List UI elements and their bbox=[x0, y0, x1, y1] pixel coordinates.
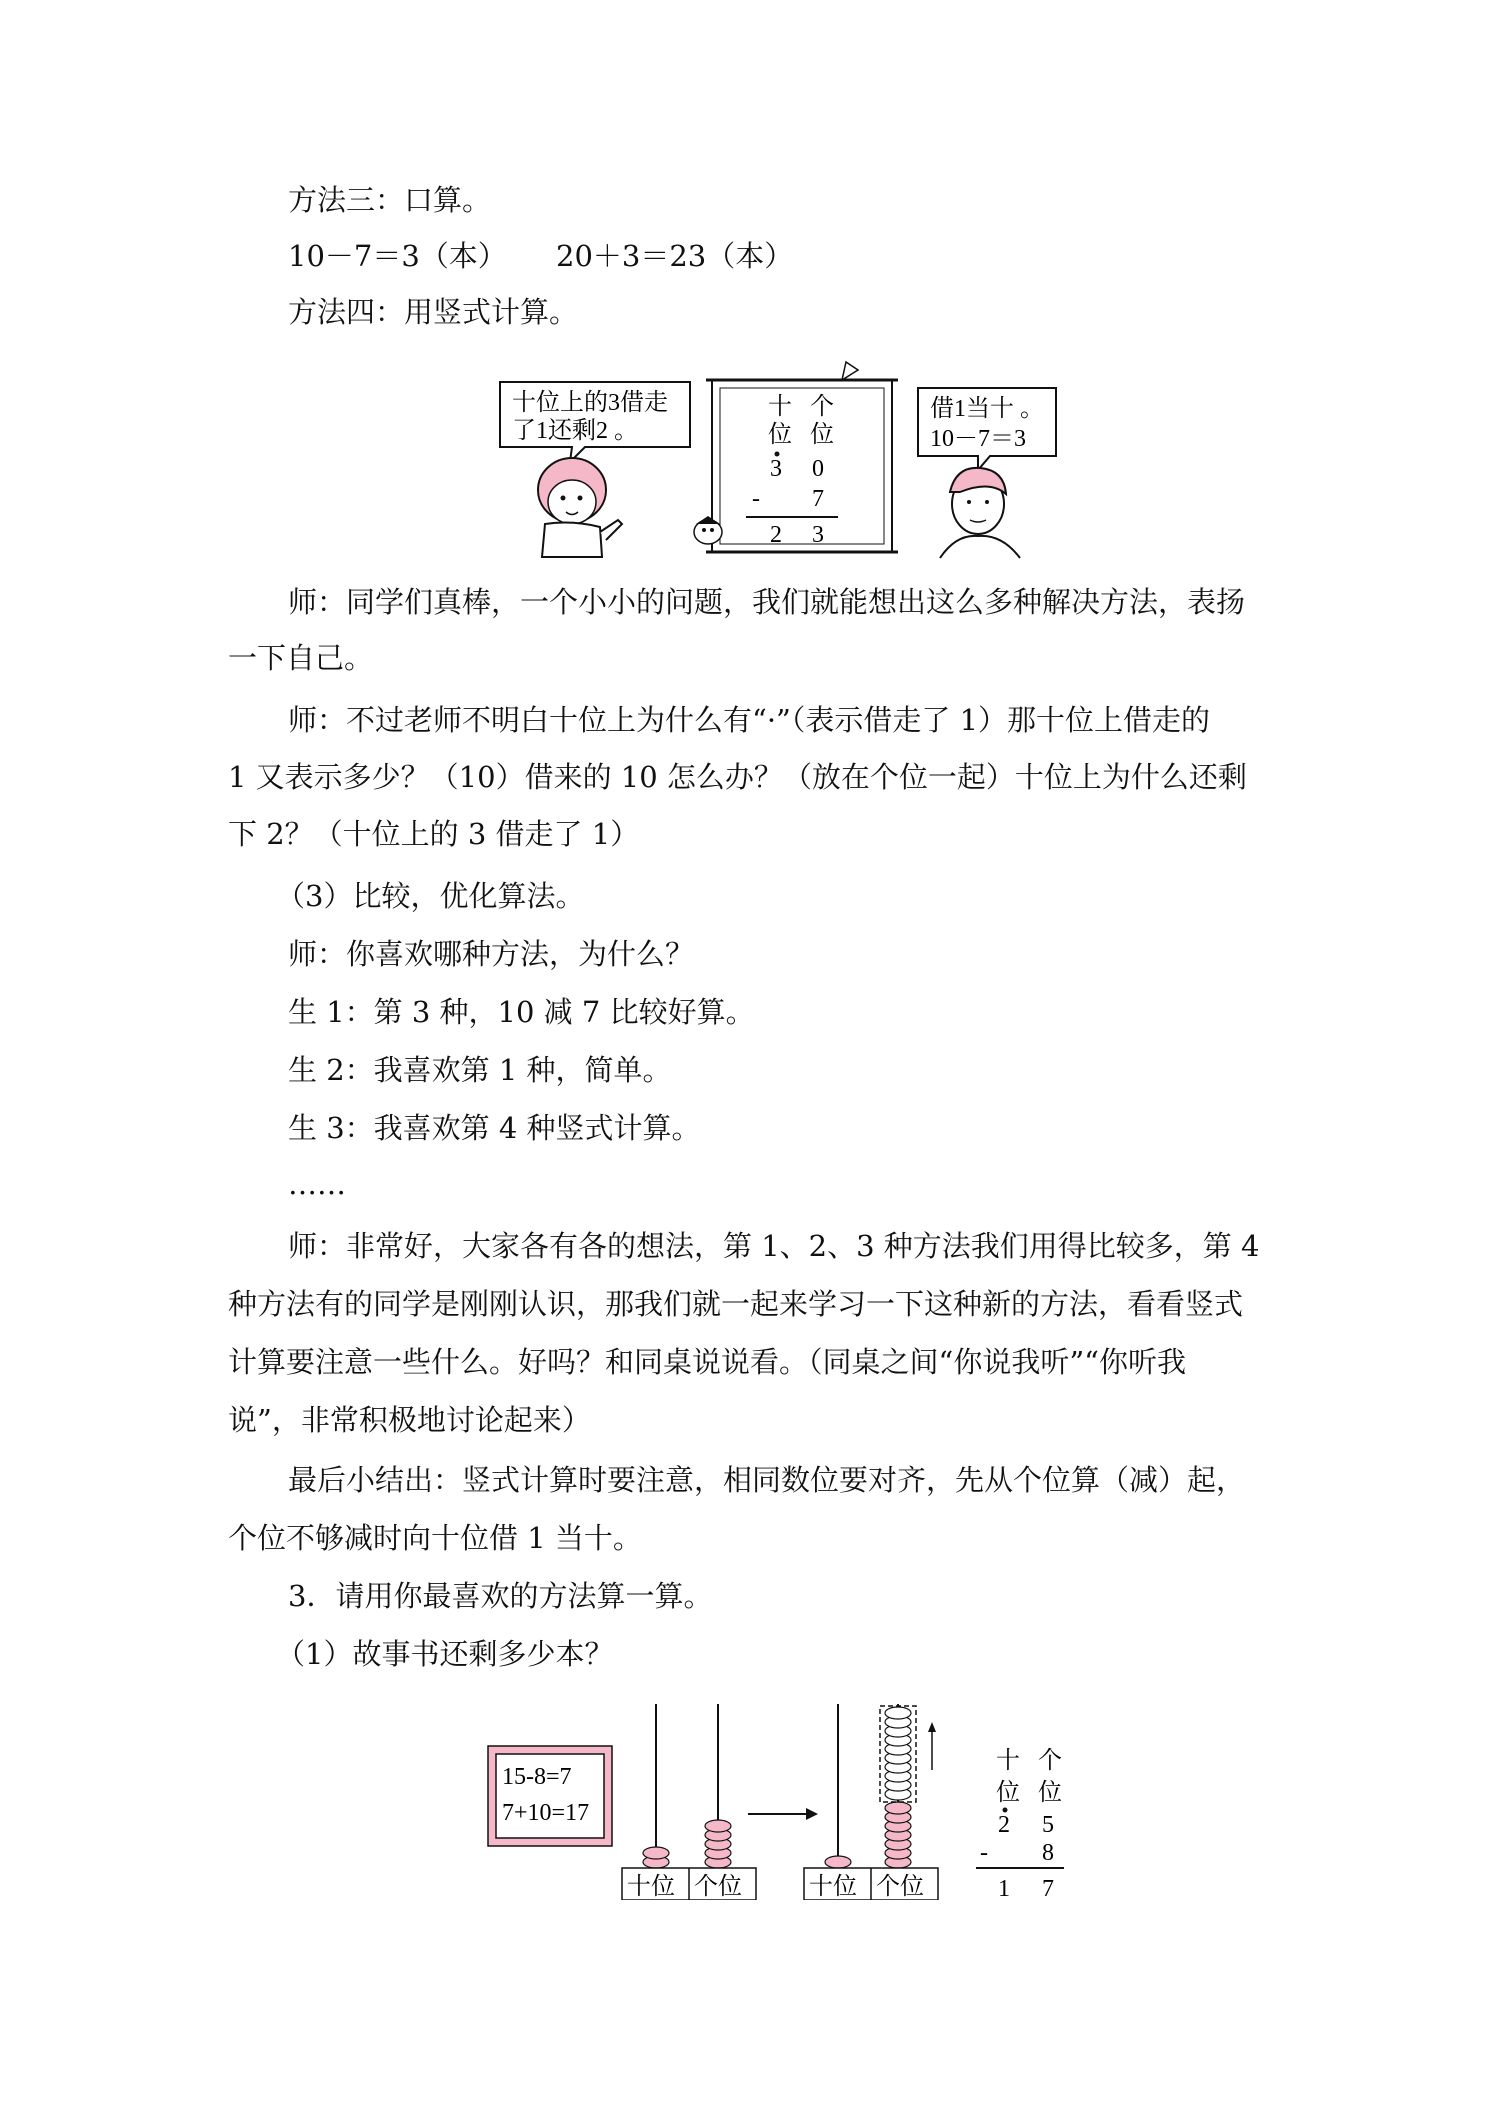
abacus-figure bbox=[486, 1700, 1066, 1900]
teacher-illustration bbox=[940, 468, 1020, 558]
abacus-bead bbox=[825, 1856, 851, 1868]
text-line: 方法四：用竖式计算。 bbox=[288, 295, 579, 329]
equation-card bbox=[488, 1746, 612, 1846]
abacus1-tens-label: 十位 bbox=[627, 1874, 675, 1900]
col-tens-header: 十 bbox=[996, 1748, 1020, 1774]
col-wei-1: 位 bbox=[996, 1780, 1020, 1806]
board-wei-2: 位 bbox=[810, 422, 834, 448]
text-line: 师：你喜欢哪种方法，为什么？ bbox=[288, 937, 695, 971]
boy-illustration bbox=[538, 458, 622, 557]
text-line: 说”，非常积极地讨论起来） bbox=[228, 1403, 591, 1437]
text-line: 计算要注意一些什么。好吗？和同桌说说看。（同桌之间“你说我听”“你听我 bbox=[228, 1345, 1186, 1379]
col-wei-2: 位 bbox=[1038, 1780, 1062, 1806]
calc-minus: - bbox=[980, 1840, 988, 1866]
abacus2-ones-label: 个位 bbox=[876, 1874, 924, 1900]
calc-top-ones: 5 bbox=[1042, 1812, 1054, 1838]
abacus-bead bbox=[705, 1820, 731, 1832]
abacus-bead bbox=[885, 1707, 911, 1719]
board-top-tens: 3 bbox=[770, 456, 782, 482]
vertical-calculation bbox=[976, 1747, 1064, 1900]
col-ones-header: 个 bbox=[1038, 1748, 1062, 1774]
text-line: 20＋3＝23（本） bbox=[556, 239, 794, 273]
bubble-left-line2: 了1还剩2 。 bbox=[512, 418, 638, 444]
text-line: 1 又表示多少？（10）借来的 10 怎么办？（放在个位一起）十位上为什么还剩 bbox=[228, 760, 1247, 794]
abacus-bead bbox=[885, 1802, 911, 1814]
bubble-left-line1: 十位上的3借走 bbox=[512, 390, 668, 416]
text-line: 最后小结出：竖式计算时要注意，相同数位要对齐，先从个位算（减）起， bbox=[288, 1463, 1246, 1497]
abacus-before bbox=[622, 1704, 756, 1900]
calc-res-tens: 1 bbox=[998, 1876, 1010, 1900]
text-line: 师：不过老师不明白十位上为什么有“·”（表示借走了 1）那十位上借走的 bbox=[288, 703, 1211, 737]
speech-bubble-left bbox=[500, 382, 690, 462]
text-line: …… bbox=[288, 1167, 346, 1201]
text-line: （1）故事书还剩多少本？ bbox=[276, 1637, 614, 1671]
bubble-right-line2: 10－7＝3 bbox=[930, 426, 1026, 452]
board-minus: - bbox=[752, 486, 760, 512]
bubble-right-line1: 借1当十 。 bbox=[930, 396, 1044, 422]
text-line: 生 3：我喜欢第 4 种竖式计算。 bbox=[288, 1111, 701, 1145]
blackboard bbox=[706, 362, 898, 552]
board-sub-ones: 7 bbox=[812, 486, 824, 512]
board-tens-header: 十 bbox=[768, 394, 792, 420]
board-ones-header: 个 bbox=[810, 394, 834, 420]
calc-res-ones: 7 bbox=[1042, 1876, 1054, 1900]
text-line: 师：同学们真棒，一个小小的问题，我们就能想出这么多种解决方法，表扬 bbox=[288, 585, 1246, 619]
arrow-right-icon bbox=[748, 1808, 818, 1820]
card-line2: 7+10=17 bbox=[502, 1800, 590, 1826]
text-line: 3．请用你最喜欢的方法算一算。 bbox=[288, 1579, 713, 1613]
text-line: 生 2：我喜欢第 1 种，简单。 bbox=[288, 1053, 672, 1087]
abacus-bead bbox=[643, 1847, 669, 1859]
text-line: 一下自己。 bbox=[228, 641, 374, 675]
calc-top-tens: 2 bbox=[998, 1812, 1010, 1838]
board-top-ones: 0 bbox=[812, 456, 824, 482]
text-line: 个位不够减时向十位借 1 当十。 bbox=[228, 1521, 642, 1555]
text-line: 生 1：第 3 种，10 减 7 比较好算。 bbox=[288, 995, 755, 1029]
text-line: （3）比较，优化算法。 bbox=[276, 879, 585, 913]
board-wei-1: 位 bbox=[768, 422, 792, 448]
abacus1-ones-label: 个位 bbox=[694, 1874, 742, 1900]
text-line: 下 2？（十位上的 3 借走了 1） bbox=[228, 817, 640, 851]
speech-bubble-right bbox=[918, 388, 1056, 470]
text-line: 10－7＝3（本） bbox=[288, 239, 507, 273]
text-line: 师：非常好，大家各有各的想法，第 1、2、3 种方法我们用得比较多，第 4 bbox=[288, 1229, 1260, 1263]
abacus-after bbox=[804, 1704, 938, 1900]
calc-sub-ones: 8 bbox=[1042, 1840, 1054, 1866]
board-res-tens: 2 bbox=[770, 522, 782, 548]
text-line: 种方法有的同学是刚刚认识，那我们就一起来学习一下这种新的方法，看看竖式 bbox=[228, 1287, 1244, 1321]
board-res-ones: 3 bbox=[812, 522, 824, 548]
abacus2-tens-label: 十位 bbox=[809, 1874, 857, 1900]
card-line1: 15-8=7 bbox=[502, 1764, 572, 1790]
vertical-subtraction-figure bbox=[490, 352, 1070, 562]
text-line: 方法三：口算。 bbox=[288, 183, 492, 217]
